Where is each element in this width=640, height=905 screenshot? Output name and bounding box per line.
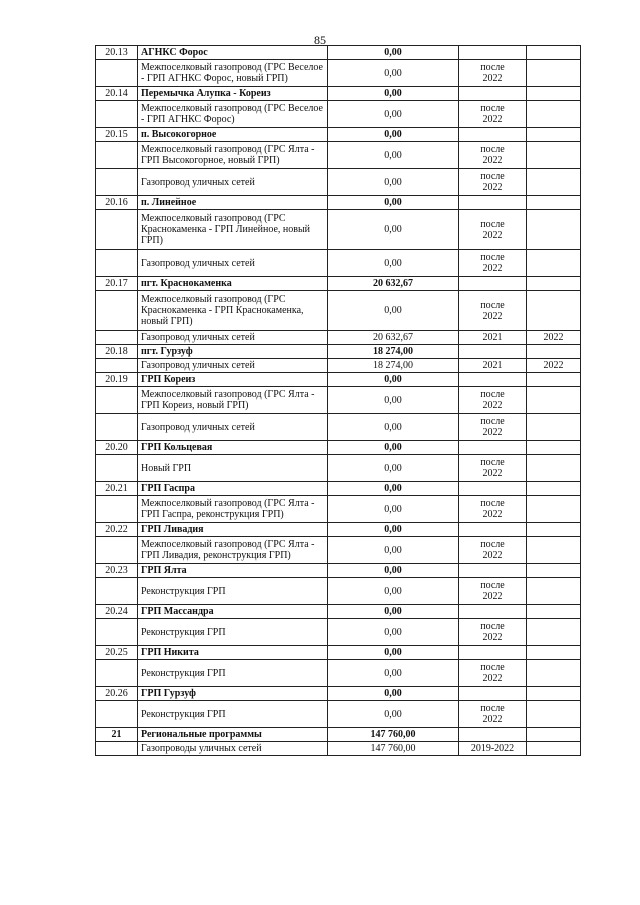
row-number-cell: 20.22 [96,523,138,537]
row-name-cell: Новый ГРП [138,455,328,482]
row-year-end-cell [527,701,581,728]
row-number-cell [96,701,138,728]
row-year-start-cell: после 2022 [459,414,527,441]
row-name-cell: Реконструкция ГРП [138,660,328,687]
total-row [96,728,581,742]
row-number-cell [96,387,138,414]
row-year-start-cell: после 2022 [459,619,527,646]
row-year-start-cell: после 2022 [459,142,527,169]
row-year-end-cell [527,387,581,414]
row-year-end-cell [527,646,581,660]
row-value-cell: 0,00 [328,373,459,387]
row-number-cell [96,496,138,523]
row-value-cell: 0,00 [328,60,459,87]
row-year-start-cell [459,46,527,60]
row-number-cell: 20.21 [96,482,138,496]
table-row [96,210,581,250]
row-number-cell: 20.25 [96,646,138,660]
row-value-cell: 0,00 [328,496,459,523]
row-year-start-cell [459,728,527,742]
row-year-start-cell: после 2022 [459,496,527,523]
row-value-cell: 0,00 [328,441,459,455]
row-value-cell: 0,00 [328,414,459,441]
section-row [96,277,581,291]
row-value-cell: 147 760,00 [328,728,459,742]
row-number-cell [96,331,138,345]
row-name-cell: ГРП Кореиз [138,373,328,387]
row-year-start-cell [459,87,527,101]
row-year-end-cell [527,414,581,441]
row-number-cell [96,250,138,277]
row-number-cell: 20.24 [96,605,138,619]
row-name-cell: Межпоселковый газопровод (ГРС Веселое - ГРП АГНКС Форос) [138,101,328,128]
row-year-end-cell [527,742,581,756]
row-number-cell [96,60,138,87]
row-name-cell: ГРП Никита [138,646,328,660]
row-name-cell: Межпоселковый газопровод (ГРС Краснокаменка - ГРП Линейное, новый ГРП) [138,210,328,250]
row-year-start-cell [459,441,527,455]
row-number-cell [96,142,138,169]
row-name-cell: Межпоселковый газопровод (ГРС Краснокаменка - ГРП Краснокаменка, новый ГРП) [138,291,328,331]
row-number-cell [96,742,138,756]
row-number-cell: 20.14 [96,87,138,101]
row-year-end-cell [527,169,581,196]
row-number-cell: 21 [96,728,138,742]
row-name-cell: Газопроводы уличных сетей [138,742,328,756]
row-year-end-cell [527,60,581,87]
row-year-start-cell: после 2022 [459,578,527,605]
table-row [96,387,581,414]
row-year-start-cell [459,564,527,578]
table-row [96,619,581,646]
row-number-cell [96,291,138,331]
row-number-cell: 20.26 [96,687,138,701]
row-name-cell: Газопровод уличных сетей [138,250,328,277]
row-year-start-cell [459,523,527,537]
row-value-cell: 0,00 [328,578,459,605]
row-name-cell: ГРП Кольцевая [138,441,328,455]
row-year-end-cell [527,46,581,60]
row-value-cell: 0,00 [328,101,459,128]
table-row [96,701,581,728]
row-value-cell: 0,00 [328,291,459,331]
row-year-end-cell [527,87,581,101]
row-name-cell: ГРП Ялта [138,564,328,578]
row-value-cell: 0,00 [328,619,459,646]
row-name-cell: Реконструкция ГРП [138,578,328,605]
row-value-cell: 0,00 [328,210,459,250]
row-value-cell: 0,00 [328,482,459,496]
table-row [96,742,581,756]
row-value-cell: 0,00 [328,701,459,728]
row-number-cell [96,169,138,196]
row-year-end-cell [527,291,581,331]
row-value-cell: 18 274,00 [328,345,459,359]
program-table [95,45,581,756]
row-name-cell: Газопровод уличных сетей [138,414,328,441]
table-row [96,101,581,128]
table-row [96,537,581,564]
row-value-cell: 0,00 [328,196,459,210]
row-year-end-cell [527,496,581,523]
row-number-cell [96,455,138,482]
row-year-start-cell [459,277,527,291]
row-name-cell: Региональные программы [138,728,328,742]
row-year-end-cell [527,564,581,578]
row-number-cell [96,210,138,250]
row-number-cell [96,101,138,128]
row-value-cell: 0,00 [328,128,459,142]
row-year-end-cell: 2022 [527,331,581,345]
row-name-cell: п. Высокогорное [138,128,328,142]
row-name-cell: п. Линейное [138,196,328,210]
row-name-cell: Межпоселковый газопровод (ГРС Ялта - ГРП Кореиз, новый ГРП) [138,387,328,414]
row-name-cell: пгт. Краснокаменка [138,277,328,291]
row-value-cell: 20 632,67 [328,277,459,291]
table-row [96,291,581,331]
row-name-cell: Межпоселковый газопровод (ГРС Ялта - ГРП Ливадия, реконструкция ГРП) [138,537,328,564]
table-row [96,455,581,482]
row-year-end-cell [527,142,581,169]
row-year-start-cell: после 2022 [459,291,527,331]
row-year-start-cell [459,482,527,496]
row-year-end-cell [527,277,581,291]
table-row [96,331,581,345]
row-year-start-cell [459,345,527,359]
row-year-end-cell [527,455,581,482]
row-year-start-cell: после 2022 [459,660,527,687]
row-year-end-cell [527,373,581,387]
row-year-start-cell: после 2022 [459,250,527,277]
section-row [96,46,581,60]
row-year-end-cell [527,605,581,619]
row-number-cell: 20.16 [96,196,138,210]
row-number-cell [96,660,138,687]
table-row [96,60,581,87]
table-row [96,250,581,277]
row-year-start-cell: после 2022 [459,169,527,196]
row-year-end-cell [527,578,581,605]
row-value-cell: 0,00 [328,605,459,619]
row-number-cell [96,359,138,373]
row-number-cell: 20.20 [96,441,138,455]
section-row [96,373,581,387]
row-value-cell: 0,00 [328,455,459,482]
section-row [96,87,581,101]
row-year-end-cell [527,345,581,359]
row-name-cell: Газопровод уличных сетей [138,331,328,345]
row-name-cell: Реконструкция ГРП [138,619,328,646]
row-year-start-cell: после 2022 [459,60,527,87]
row-year-end-cell [527,441,581,455]
table-row [96,496,581,523]
row-name-cell: пгт. Гурзуф [138,345,328,359]
row-value-cell: 0,00 [328,646,459,660]
row-value-cell: 20 632,67 [328,331,459,345]
row-number-cell [96,578,138,605]
row-value-cell: 0,00 [328,142,459,169]
row-name-cell: Перемычка Алупка - Кореиз [138,87,328,101]
row-year-start-cell [459,687,527,701]
row-name-cell: ГРП Гурзуф [138,687,328,701]
table-body [96,46,581,756]
row-value-cell: 18 274,00 [328,359,459,373]
row-year-end-cell [527,128,581,142]
row-number-cell [96,537,138,564]
row-number-cell [96,619,138,646]
row-year-start-cell: 2021 [459,359,527,373]
row-name-cell: Межпоселковый газопровод (ГРС Веселое - ГРП АГНКС Форос, новый ГРП) [138,60,328,87]
row-name-cell: ГРП Массандра [138,605,328,619]
row-name-cell: Газопровод уличных сетей [138,169,328,196]
table-row [96,169,581,196]
row-year-start-cell: после 2022 [459,537,527,564]
section-row [96,523,581,537]
row-year-start-cell: 2019-2022 [459,742,527,756]
row-number-cell: 20.23 [96,564,138,578]
row-value-cell: 0,00 [328,46,459,60]
page-number: 85 [314,33,326,47]
row-year-start-cell: 2021 [459,331,527,345]
row-name-cell: ГРП Гаспра [138,482,328,496]
row-year-end-cell: 2022 [527,359,581,373]
section-row [96,441,581,455]
row-name-cell: Межпоселковый газопровод (ГРС Ялта - ГРП Гаспра, реконструкция ГРП) [138,496,328,523]
row-number-cell: 20.18 [96,345,138,359]
row-value-cell: 0,00 [328,250,459,277]
table-row [96,660,581,687]
row-year-end-cell [527,537,581,564]
row-name-cell: ГРП Ливадия [138,523,328,537]
row-year-end-cell [527,660,581,687]
row-value-cell: 0,00 [328,660,459,687]
row-number-cell: 20.17 [96,277,138,291]
row-year-end-cell [527,101,581,128]
section-row [96,605,581,619]
row-value-cell: 0,00 [328,387,459,414]
row-name-cell: Реконструкция ГРП [138,701,328,728]
row-name-cell: Межпоселковый газопровод (ГРС Ялта - ГРП Высокогорное, новый ГРП) [138,142,328,169]
section-row [96,345,581,359]
row-year-end-cell [527,523,581,537]
row-number-cell [96,414,138,441]
section-row [96,482,581,496]
row-year-start-cell: после 2022 [459,387,527,414]
row-name-cell: Газопровод уличных сетей [138,359,328,373]
row-year-start-cell [459,605,527,619]
row-year-start-cell: после 2022 [459,210,527,250]
row-value-cell: 0,00 [328,537,459,564]
table-row [96,578,581,605]
row-number-cell: 20.13 [96,46,138,60]
section-row [96,128,581,142]
section-row [96,687,581,701]
row-year-start-cell [459,196,527,210]
row-year-start-cell [459,373,527,387]
row-year-end-cell [527,482,581,496]
row-number-cell: 20.15 [96,128,138,142]
row-year-end-cell [527,196,581,210]
row-year-end-cell [527,210,581,250]
row-number-cell: 20.19 [96,373,138,387]
row-year-end-cell [527,728,581,742]
row-year-start-cell [459,128,527,142]
row-name-cell: АГНКС Форос [138,46,328,60]
row-value-cell: 147 760,00 [328,742,459,756]
row-year-start-cell: после 2022 [459,455,527,482]
table-row [96,142,581,169]
section-row [96,646,581,660]
row-value-cell: 0,00 [328,687,459,701]
row-year-end-cell [527,250,581,277]
row-value-cell: 0,00 [328,169,459,196]
row-year-start-cell: после 2022 [459,101,527,128]
row-year-start-cell [459,646,527,660]
section-row [96,564,581,578]
row-value-cell: 0,00 [328,523,459,537]
row-year-end-cell [527,687,581,701]
section-row [96,196,581,210]
row-value-cell: 0,00 [328,564,459,578]
table-row [96,414,581,441]
row-year-start-cell: после 2022 [459,701,527,728]
row-value-cell: 0,00 [328,87,459,101]
row-year-end-cell [527,619,581,646]
table-row [96,359,581,373]
